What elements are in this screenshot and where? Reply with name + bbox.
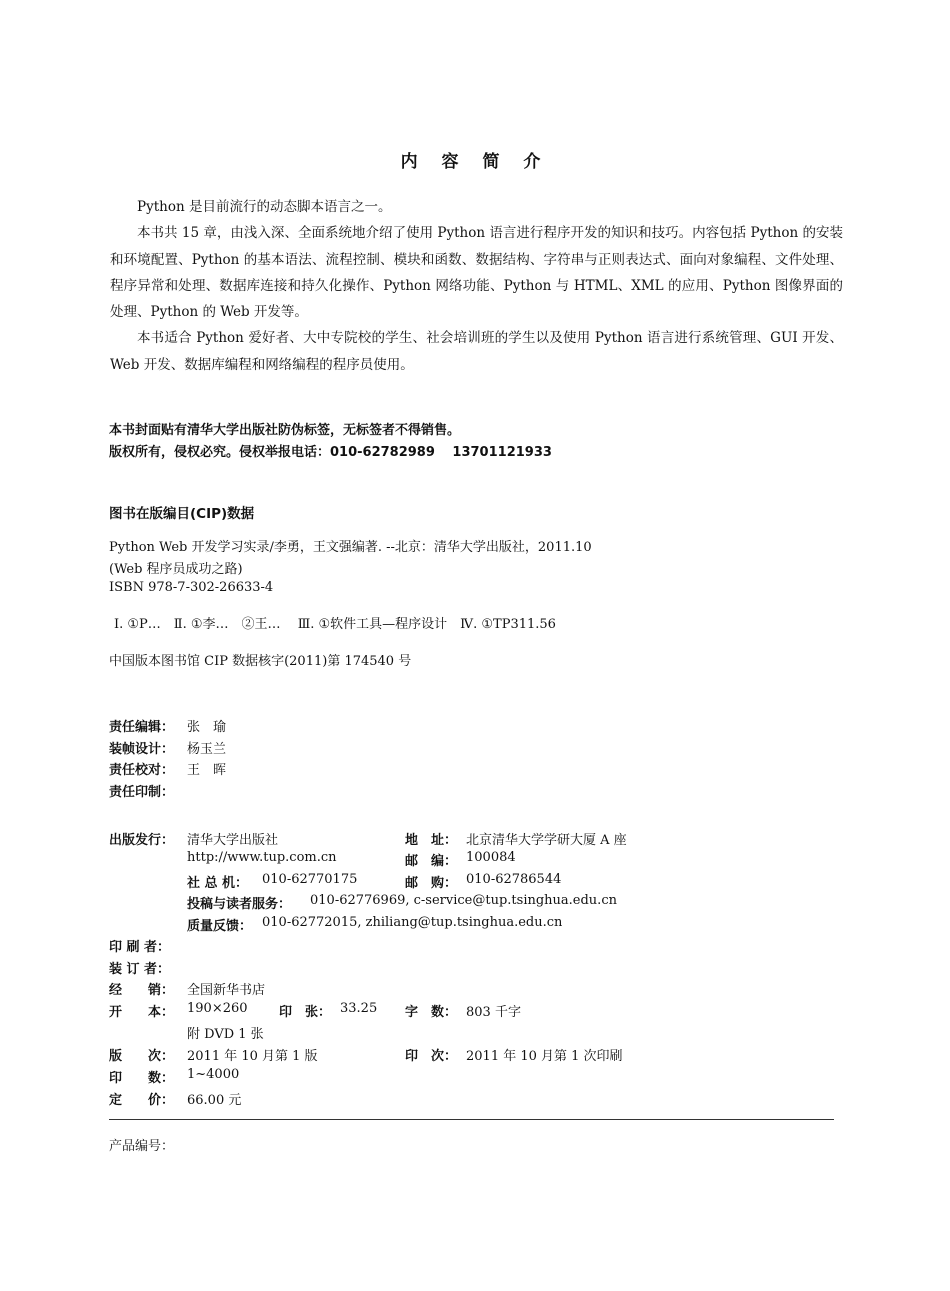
postcode-value: 100084	[466, 850, 516, 865]
submission-value: 010-62776969, c-service@tup.tsinghua.edu.cn	[310, 893, 617, 908]
impression-value: 2011 年 10 月第 1 次印刷	[466, 1049, 623, 1064]
copyright-notice: 版权所有，侵权必究。侵权举报电话：010-62782989 13701121933	[109, 445, 552, 460]
submission-label: 投稿与读者服务：	[187, 897, 292, 912]
proofreader-value: 王 晖	[187, 763, 227, 778]
words-value: 803 千字	[466, 1005, 521, 1020]
design-label: 装帧设计：	[109, 742, 175, 757]
switchboard-value: 010-62770175	[262, 872, 358, 887]
format-value: 190×260	[187, 1001, 248, 1016]
feedback-value: 010-62772015, zhiliang@tup.tsinghua.edu.cn	[262, 915, 563, 930]
publisher-value: 清华大学出版社	[187, 833, 279, 848]
attachment-value: 附 DVD 1 张	[187, 1027, 264, 1042]
design-value: 杨玉兰	[187, 742, 227, 757]
price-value: 66.00 元	[187, 1093, 242, 1108]
print-run-value: 1~4000	[187, 1067, 240, 1082]
mail-order-value: 010-62786544	[466, 872, 562, 887]
address-value: 北京清华大学学研大厦 A 座	[466, 833, 627, 848]
cip-heading: 图书在版编目(CIP)数据	[109, 506, 255, 522]
product-code-label: 产品编号：	[109, 1139, 175, 1154]
switchboard-label: 社 总 机：	[187, 876, 249, 891]
cip-record: 中国版本图书馆 CIP 数据核字(2011)第 174540 号	[109, 654, 412, 669]
page-title: 内 容 简 介	[400, 152, 550, 172]
intro-section	[110, 194, 843, 378]
address-label: 地 址：	[405, 833, 458, 848]
proofreader-label: 责任校对：	[109, 763, 175, 778]
publisher-url: http://www.tup.com.cn	[187, 850, 337, 865]
publisher-label: 出版发行：	[109, 833, 175, 848]
format-label: 开 本：	[109, 1005, 175, 1020]
cip-isbn: ISBN 978-7-302-26633-4	[109, 580, 274, 595]
anti-counterfeit-notice: 本书封面贴有清华大学出版社防伪标签，无标签者不得销售。	[109, 423, 461, 438]
cip-series: (Web 程序员成功之路)	[109, 562, 243, 577]
edition-value: 2011 年 10 月第 1 版	[187, 1049, 318, 1064]
sheets-label: 印 张：	[279, 1005, 332, 1020]
binder-label: 装 订 者：	[109, 962, 171, 977]
print-run-label: 印 数：	[109, 1071, 175, 1086]
distributor-value: 全国新华书店	[187, 983, 266, 998]
intro-paragraph: 本书适合 Python 爱好者、大中专院校的学生、社会培训班的学生以及使用 Python 语言进行系统管理、GUI 开发、Web 开发、数据库编程和网络编程的程序员使用。	[110, 330, 843, 373]
postcode-label: 邮 编：	[405, 854, 458, 869]
words-label: 字 数：	[405, 1005, 458, 1020]
print-manager-label: 责任印制：	[109, 785, 175, 800]
divider-rule	[109, 1119, 834, 1120]
price-label: 定 价：	[109, 1093, 175, 1108]
impression-label: 印 次：	[405, 1049, 458, 1064]
mail-order-label: 邮 购：	[405, 876, 458, 891]
printer-label: 印 刷 者：	[109, 940, 171, 955]
cip-title-line: Python Web 开发学习实录/李勇，王文强编著. --北京：清华大学出版社，2011.10	[109, 540, 592, 555]
sheets-value: 33.25	[340, 1001, 378, 1016]
editor-value: 张 瑜	[187, 720, 227, 735]
distributor-label: 经 销：	[109, 983, 175, 998]
feedback-label: 质量反馈：	[187, 919, 253, 934]
intro-paragraph: 本书共 15 章，由浅入深、全面系统地介绍了使用 Python 语言进行程序开发的知识和技巧。内容包括 Python 的安装和环境配置、Python 的基本语法、流程控制、模块和函数、数据结构、字符串与正则表达式、面向对象编程、文件处理、程序异常和处理、数据库连接和持久化操作、Python 网络功能、Python 与 HTML、XML 的应用、Python 图像界面的处理、Python 的 Web 开发等。	[110, 225, 843, 321]
edition-label: 版 次：	[109, 1049, 175, 1064]
editor-label: 责任编辑：	[109, 720, 175, 735]
cip-classification: Ⅰ. ①P… Ⅱ. ①李… ②王… Ⅲ. ①软件工具—程序设计 Ⅳ. ①TP311.56	[114, 617, 556, 632]
intro-paragraph: Python 是目前流行的动态脚本语言之一。	[137, 199, 392, 215]
